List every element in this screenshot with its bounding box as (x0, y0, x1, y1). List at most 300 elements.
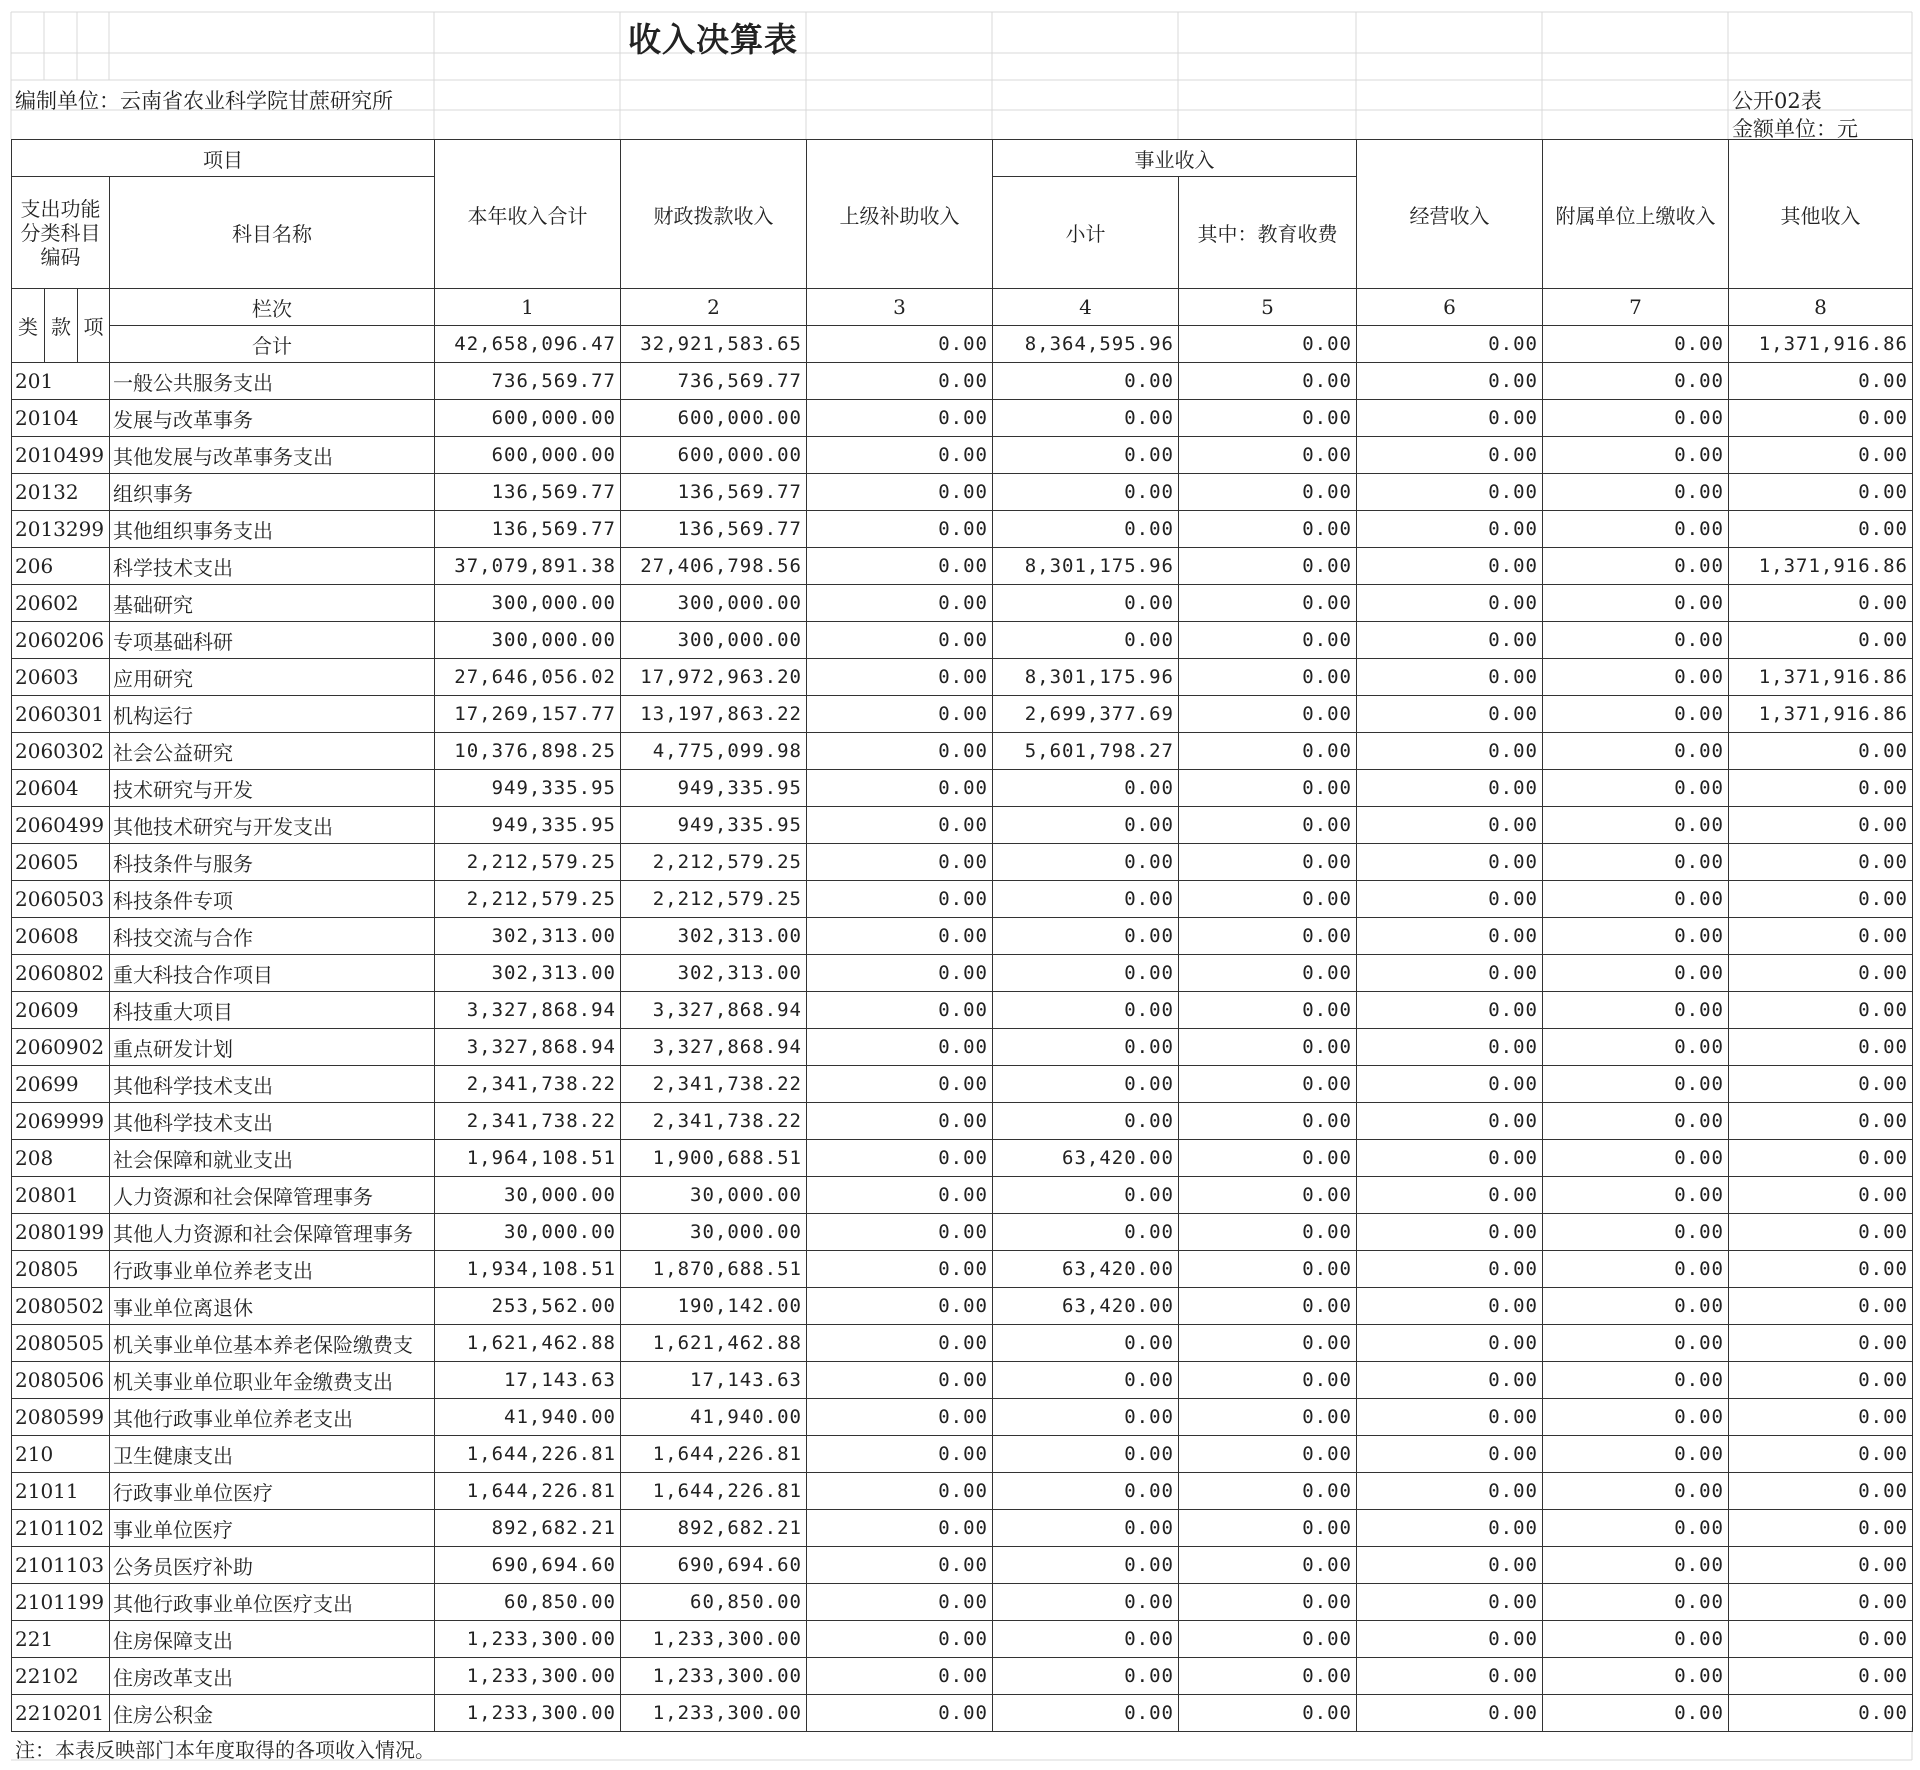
amount-cell: 302,313.00 (435, 918, 621, 955)
amount-cell: 0.00 (1179, 659, 1357, 696)
amount-cell: 0.00 (993, 474, 1179, 511)
amount-cell: 136,569.77 (435, 511, 621, 548)
amount-cell: 0.00 (1543, 844, 1729, 881)
amount-cell: 2,212,579.25 (435, 881, 621, 918)
amount-cell: 0.00 (1357, 548, 1543, 585)
amount-cell: 63,420.00 (993, 1251, 1179, 1288)
amount-cell: 0.00 (1729, 1029, 1913, 1066)
amount-cell: 0.00 (993, 400, 1179, 437)
table-row (12, 400, 1913, 437)
amount-cell: 0.00 (1729, 474, 1913, 511)
func-code-cell: 20104 (12, 400, 110, 437)
amount-cell: 27,406,798.56 (621, 548, 807, 585)
amount-cell: 0.00 (1179, 1658, 1357, 1695)
amount-cell: 0.00 (1543, 1362, 1729, 1399)
amount-cell: 0.00 (807, 1177, 993, 1214)
amount-cell: 0.00 (1179, 1695, 1357, 1732)
amount-cell: 0.00 (1543, 622, 1729, 659)
amount-cell: 0.00 (1179, 1510, 1357, 1547)
amount-cell: 0.00 (993, 955, 1179, 992)
amount-cell: 2,341,738.22 (621, 1103, 807, 1140)
subject-name-cell: 其他技术研究与开发支出 (110, 807, 435, 844)
amount-cell: 600,000.00 (435, 437, 621, 474)
subject-name-cell: 其他科学技术支出 (110, 1103, 435, 1140)
amount-cell: 0.00 (807, 1066, 993, 1103)
table-row (12, 1695, 1913, 1732)
col-number: 2 (621, 289, 807, 326)
amount-cell: 0.00 (1357, 844, 1543, 881)
amount-cell: 0.00 (1179, 1140, 1357, 1177)
table-row (12, 622, 1913, 659)
amount-cell: 0.00 (1729, 363, 1913, 400)
subject-name-cell: 住房改革支出 (110, 1658, 435, 1695)
amount-cell: 0.00 (1357, 1436, 1543, 1473)
amount-cell: 0.00 (807, 844, 993, 881)
header-lanci: 栏次 (110, 289, 435, 326)
func-code-cell: 20603 (12, 659, 110, 696)
amount-cell: 0.00 (993, 1621, 1179, 1658)
amount-cell: 0.00 (1543, 1621, 1729, 1658)
table-row (12, 1473, 1913, 1510)
total-row (12, 326, 1913, 363)
table-row (12, 1177, 1913, 1214)
amount-cell: 0.00 (1179, 807, 1357, 844)
subject-name-cell: 其他行政事业单位养老支出 (110, 1399, 435, 1436)
table-row (12, 1362, 1913, 1399)
func-code-cell: 21011 (12, 1473, 110, 1510)
amount-cell: 0.00 (807, 1362, 993, 1399)
amount-cell: 600,000.00 (621, 400, 807, 437)
page-title: 收入决算表 (628, 20, 798, 59)
amount-cell: 2,341,738.22 (435, 1066, 621, 1103)
amount-cell: 0.00 (1729, 1436, 1913, 1473)
amount-cell: 0.00 (1729, 622, 1913, 659)
amount-cell: 0.00 (1729, 733, 1913, 770)
amount-cell: 0.00 (1729, 918, 1913, 955)
table-row (12, 807, 1913, 844)
subject-name-cell: 技术研究与开发 (110, 770, 435, 807)
amount-cell: 0.00 (1179, 696, 1357, 733)
amount-cell: 0.00 (807, 807, 993, 844)
col-number: 7 (1543, 289, 1729, 326)
header-fiscal: 财政拨款收入 (621, 140, 807, 289)
amount-cell: 17,143.63 (435, 1362, 621, 1399)
amount-cell: 0.00 (1543, 1695, 1729, 1732)
amount-cell: 0.00 (1179, 1251, 1357, 1288)
amount-cell: 0.00 (1729, 1251, 1913, 1288)
table-row (12, 659, 1913, 696)
table-row (12, 955, 1913, 992)
amount-cell: 0.00 (1357, 918, 1543, 955)
amount-cell: 0.00 (1729, 1362, 1913, 1399)
amount-cell: 949,335.95 (621, 807, 807, 844)
amount-cell: 0.00 (1729, 1584, 1913, 1621)
amount-cell: 0.00 (1179, 1103, 1357, 1140)
amount-cell: 0.00 (1357, 1288, 1543, 1325)
subject-name-cell: 住房保障支出 (110, 1621, 435, 1658)
amount-cell: 0.00 (1179, 585, 1357, 622)
func-code-cell: 208 (12, 1140, 110, 1177)
amount-cell: 0.00 (807, 622, 993, 659)
func-code-cell: 201 (12, 363, 110, 400)
amount-cell: 2,341,738.22 (435, 1103, 621, 1140)
table-row (12, 1140, 1913, 1177)
table-row (12, 511, 1913, 548)
amount-cell: 0.00 (1543, 585, 1729, 622)
subject-name-cell: 发展与改革事务 (110, 400, 435, 437)
amount-cell: 690,694.60 (435, 1547, 621, 1584)
amount-cell: 0.00 (1543, 511, 1729, 548)
amount-cell: 1,644,226.81 (435, 1473, 621, 1510)
func-code-cell: 2013299 (12, 511, 110, 548)
amount-cell: 0.00 (1179, 548, 1357, 585)
amount-cell: 0.00 (807, 1658, 993, 1695)
amount-cell: 1,233,300.00 (621, 1658, 807, 1695)
subject-name-cell: 重大科技合作项目 (110, 955, 435, 992)
amount-cell: 17,269,157.77 (435, 696, 621, 733)
amount-cell: 0.00 (807, 992, 993, 1029)
amount-cell: 0.00 (1357, 1510, 1543, 1547)
func-code-cell: 2060206 (12, 622, 110, 659)
amount-cell: 3,327,868.94 (435, 1029, 621, 1066)
subject-name-cell: 住房公积金 (110, 1695, 435, 1732)
amount-cell: 3,327,868.94 (621, 992, 807, 1029)
table-row (12, 881, 1913, 918)
amount-cell: 0.00 (807, 437, 993, 474)
amount-cell: 17,143.63 (621, 1362, 807, 1399)
amount-cell: 1,371,916.86 (1729, 696, 1913, 733)
col-number: 8 (1729, 289, 1913, 326)
amount-cell: 0.00 (807, 1473, 993, 1510)
subject-name-cell: 科技条件与服务 (110, 844, 435, 881)
amount-cell: 0.00 (1543, 881, 1729, 918)
amount-cell: 5,601,798.27 (993, 733, 1179, 770)
amount-cell: 0.00 (993, 1103, 1179, 1140)
table-row (12, 1510, 1913, 1547)
amount-unit: 金额单位：元 (1732, 117, 1858, 141)
subject-name-cell: 行政事业单位养老支出 (110, 1251, 435, 1288)
amount-cell: 0.00 (1357, 1140, 1543, 1177)
amount-cell: 0.00 (993, 1066, 1179, 1103)
amount-cell: 0.00 (1357, 1399, 1543, 1436)
amount-cell: 0.00 (1729, 1399, 1913, 1436)
amount-cell: 1,870,688.51 (621, 1251, 807, 1288)
amount-cell: 0.00 (1729, 807, 1913, 844)
subject-name-cell: 事业单位离退休 (110, 1288, 435, 1325)
amount-cell: 0.00 (1543, 1399, 1729, 1436)
amount-cell: 41,940.00 (621, 1399, 807, 1436)
amount-cell: 0.00 (1357, 1066, 1543, 1103)
amount-cell: 0.00 (993, 1029, 1179, 1066)
amount-cell: 37,079,891.38 (435, 548, 621, 585)
func-code-cell: 2060499 (12, 807, 110, 844)
subject-name-cell: 专项基础科研 (110, 622, 435, 659)
amount-cell: 136,569.77 (435, 474, 621, 511)
amount-cell: 0.00 (1543, 1177, 1729, 1214)
amount-cell: 0.00 (1179, 1473, 1357, 1510)
subject-name-cell: 机关事业单位职业年金缴费支出 (110, 1362, 435, 1399)
amount-cell: 0.00 (1179, 1325, 1357, 1362)
table-row (12, 992, 1913, 1029)
amount-cell: 0.00 (993, 585, 1179, 622)
amount-cell: 0.00 (1357, 511, 1543, 548)
amount-cell: 30,000.00 (621, 1214, 807, 1251)
subject-name-cell: 其他组织事务支出 (110, 511, 435, 548)
func-code-cell: 20604 (12, 770, 110, 807)
amount-cell: 0.00 (1543, 1214, 1729, 1251)
amount-cell: 0.00 (1543, 1103, 1729, 1140)
amount-cell: 17,972,963.20 (621, 659, 807, 696)
amount-cell: 0.00 (1729, 992, 1913, 1029)
func-code-cell: 2060301 (12, 696, 110, 733)
amount-cell: 0.00 (1357, 474, 1543, 511)
amount-cell: 1,621,462.88 (621, 1325, 807, 1362)
amount-cell: 0.00 (1729, 1658, 1913, 1695)
subject-name-cell: 组织事务 (110, 474, 435, 511)
func-code-cell: 2101199 (12, 1584, 110, 1621)
func-code-cell: 2060302 (12, 733, 110, 770)
amount-cell: 0.00 (1357, 585, 1543, 622)
amount-cell: 1,233,300.00 (435, 1658, 621, 1695)
amount-cell: 0.00 (1179, 1399, 1357, 1436)
amount-cell: 302,313.00 (621, 918, 807, 955)
amount-cell: 0.00 (807, 1547, 993, 1584)
table-row (12, 437, 1913, 474)
amount-cell: 60,850.00 (435, 1584, 621, 1621)
amount-cell: 0.00 (1357, 1584, 1543, 1621)
subject-name-cell: 其他科学技术支出 (110, 1066, 435, 1103)
func-code-cell: 2060802 (12, 955, 110, 992)
amount-cell: 1,644,226.81 (435, 1436, 621, 1473)
amount-cell: 136,569.77 (621, 474, 807, 511)
amount-cell: 0.00 (1543, 918, 1729, 955)
header-func-code: 支出功能分类科目编码 (12, 177, 110, 289)
amount-cell: 892,682.21 (621, 1510, 807, 1547)
table-row (12, 770, 1913, 807)
func-code-cell: 2060902 (12, 1029, 110, 1066)
amount-cell: 4,775,099.98 (621, 733, 807, 770)
amount-cell: 0.00 (807, 659, 993, 696)
amount-cell: 0.00 (1179, 1547, 1357, 1584)
amount-cell: 0.00 (1729, 955, 1913, 992)
table-row (12, 733, 1913, 770)
amount-cell: 63,420.00 (993, 1140, 1179, 1177)
amount-cell: 0.00 (1729, 844, 1913, 881)
header-kuan: 款 (45, 289, 78, 363)
compiling-unit: 编制单位：云南省农业科学院甘蔗研究所 (15, 89, 393, 113)
footnote: 注：本表反映部门本年度取得的各项收入情况。 (15, 1738, 435, 1762)
amount-cell: 300,000.00 (435, 585, 621, 622)
table-row (12, 844, 1913, 881)
header-education: 其中：教育收费 (1179, 177, 1357, 289)
amount-cell: 0.00 (993, 1510, 1179, 1547)
table-row (12, 1325, 1913, 1362)
amount-cell: 0.00 (1357, 733, 1543, 770)
func-code-cell: 206 (12, 548, 110, 585)
subject-name-cell: 重点研发计划 (110, 1029, 435, 1066)
amount-cell: 30,000.00 (435, 1177, 621, 1214)
func-code-cell: 2080599 (12, 1399, 110, 1436)
amount-cell: 0.00 (1357, 437, 1543, 474)
amount-cell: 0.00 (1729, 511, 1913, 548)
subject-name-cell: 机构运行 (110, 696, 435, 733)
table-row (12, 1029, 1913, 1066)
amount-cell: 0.00 (1179, 400, 1357, 437)
amount-cell: 0.00 (1543, 1658, 1729, 1695)
amount-cell: 0.00 (1357, 807, 1543, 844)
func-code-cell: 2210201 (12, 1695, 110, 1732)
amount-cell: 0.00 (993, 992, 1179, 1029)
func-code-cell: 20602 (12, 585, 110, 622)
amount-cell: 0.00 (807, 881, 993, 918)
total-value: 42,658,096.47 (435, 326, 621, 363)
amount-cell: 0.00 (807, 1140, 993, 1177)
amount-cell: 0.00 (807, 1029, 993, 1066)
amount-cell: 0.00 (1179, 955, 1357, 992)
amount-cell: 0.00 (993, 1547, 1179, 1584)
amount-cell: 0.00 (1357, 622, 1543, 659)
amount-cell: 0.00 (807, 696, 993, 733)
amount-cell: 0.00 (1357, 1251, 1543, 1288)
amount-cell: 0.00 (993, 511, 1179, 548)
amount-cell: 0.00 (1357, 1362, 1543, 1399)
amount-cell: 0.00 (807, 1621, 993, 1658)
amount-cell: 0.00 (1729, 585, 1913, 622)
col-number: 4 (993, 289, 1179, 326)
amount-cell: 0.00 (1357, 1621, 1543, 1658)
amount-cell: 0.00 (807, 733, 993, 770)
amount-cell: 0.00 (807, 1288, 993, 1325)
amount-cell: 0.00 (1357, 992, 1543, 1029)
amount-cell: 0.00 (993, 1436, 1179, 1473)
amount-cell: 0.00 (1543, 1251, 1729, 1288)
amount-cell: 0.00 (1357, 1658, 1543, 1695)
amount-cell: 0.00 (807, 1399, 993, 1436)
func-code-cell: 20608 (12, 918, 110, 955)
amount-cell: 0.00 (1179, 1214, 1357, 1251)
subject-name-cell: 社会保障和就业支出 (110, 1140, 435, 1177)
amount-cell: 0.00 (1357, 1695, 1543, 1732)
func-code-cell: 2101103 (12, 1547, 110, 1584)
amount-cell: 0.00 (1543, 1584, 1729, 1621)
amount-cell: 300,000.00 (435, 622, 621, 659)
subject-name-cell: 一般公共服务支出 (110, 363, 435, 400)
table-row (12, 1214, 1913, 1251)
amount-cell: 30,000.00 (621, 1177, 807, 1214)
subject-name-cell: 人力资源和社会保障管理事务 (110, 1177, 435, 1214)
amount-cell: 2,212,579.25 (621, 881, 807, 918)
amount-cell: 0.00 (807, 1251, 993, 1288)
amount-cell: 136,569.77 (621, 511, 807, 548)
amount-cell: 1,964,108.51 (435, 1140, 621, 1177)
amount-cell: 13,197,863.22 (621, 696, 807, 733)
amount-cell: 0.00 (1543, 807, 1729, 844)
header-total-income: 本年收入合计 (435, 140, 621, 289)
amount-cell: 0.00 (1729, 437, 1913, 474)
amount-cell: 0.00 (1179, 918, 1357, 955)
amount-cell: 0.00 (1543, 992, 1729, 1029)
table-row (12, 1399, 1913, 1436)
amount-cell: 0.00 (1179, 1288, 1357, 1325)
amount-cell: 0.00 (1179, 1362, 1357, 1399)
amount-cell: 0.00 (993, 770, 1179, 807)
amount-cell: 0.00 (1179, 1584, 1357, 1621)
header-lei: 类 (12, 289, 45, 363)
amount-cell: 0.00 (1179, 1066, 1357, 1103)
subject-name-cell: 其他行政事业单位医疗支出 (110, 1584, 435, 1621)
amount-cell: 30,000.00 (435, 1214, 621, 1251)
amount-cell: 0.00 (1357, 1214, 1543, 1251)
amount-cell: 0.00 (1543, 400, 1729, 437)
amount-cell: 0.00 (1543, 1547, 1729, 1584)
amount-cell: 600,000.00 (621, 437, 807, 474)
header-subtotal: 小计 (993, 177, 1179, 289)
amount-cell: 0.00 (1179, 770, 1357, 807)
amount-cell: 0.00 (1543, 548, 1729, 585)
header-business: 事业收入 (993, 140, 1357, 177)
amount-cell: 1,644,226.81 (621, 1436, 807, 1473)
amount-cell: 0.00 (1179, 1029, 1357, 1066)
func-code-cell: 2060503 (12, 881, 110, 918)
amount-cell: 0.00 (1543, 1288, 1729, 1325)
table-row (12, 1658, 1913, 1695)
amount-cell: 736,569.77 (621, 363, 807, 400)
amount-cell: 0.00 (1357, 1029, 1543, 1066)
income-table (11, 139, 1913, 1732)
table-row (12, 1288, 1913, 1325)
func-code-cell: 221 (12, 1621, 110, 1658)
subject-name-cell: 其他人力资源和社会保障管理事务 (110, 1214, 435, 1251)
subject-name-cell: 卫生健康支出 (110, 1436, 435, 1473)
amount-cell: 1,371,916.86 (1729, 548, 1913, 585)
amount-cell: 8,301,175.96 (993, 548, 1179, 585)
subject-name-cell: 公务员医疗补助 (110, 1547, 435, 1584)
amount-cell: 0.00 (1543, 1436, 1729, 1473)
amount-cell: 0.00 (993, 881, 1179, 918)
amount-cell: 0.00 (1357, 400, 1543, 437)
amount-cell: 0.00 (1179, 437, 1357, 474)
func-code-cell: 20801 (12, 1177, 110, 1214)
amount-cell: 0.00 (1357, 881, 1543, 918)
subject-name-cell: 基础研究 (110, 585, 435, 622)
amount-cell: 0.00 (1543, 770, 1729, 807)
amount-cell: 0.00 (1179, 511, 1357, 548)
table-row (12, 1436, 1913, 1473)
amount-cell: 0.00 (1543, 363, 1729, 400)
amount-cell: 63,420.00 (993, 1288, 1179, 1325)
amount-cell: 1,900,688.51 (621, 1140, 807, 1177)
amount-cell: 0.00 (807, 1584, 993, 1621)
header-superior: 上级补助收入 (807, 140, 993, 289)
amount-cell: 0.00 (807, 1695, 993, 1732)
header-item: 项目 (12, 140, 435, 177)
amount-cell: 0.00 (807, 1214, 993, 1251)
func-code-cell: 20609 (12, 992, 110, 1029)
header-operating: 经营收入 (1357, 140, 1543, 289)
amount-cell: 0.00 (1729, 1214, 1913, 1251)
amount-cell: 1,233,300.00 (435, 1695, 621, 1732)
amount-cell: 0.00 (1179, 1436, 1357, 1473)
amount-cell: 0.00 (993, 807, 1179, 844)
amount-cell: 0.00 (1357, 659, 1543, 696)
subject-name-cell: 其他发展与改革事务支出 (110, 437, 435, 474)
func-code-cell: 2101102 (12, 1510, 110, 1547)
amount-cell: 0.00 (1729, 400, 1913, 437)
func-code-cell: 2069999 (12, 1103, 110, 1140)
func-code-cell: 20132 (12, 474, 110, 511)
amount-cell: 1,644,226.81 (621, 1473, 807, 1510)
amount-cell: 0.00 (1179, 363, 1357, 400)
